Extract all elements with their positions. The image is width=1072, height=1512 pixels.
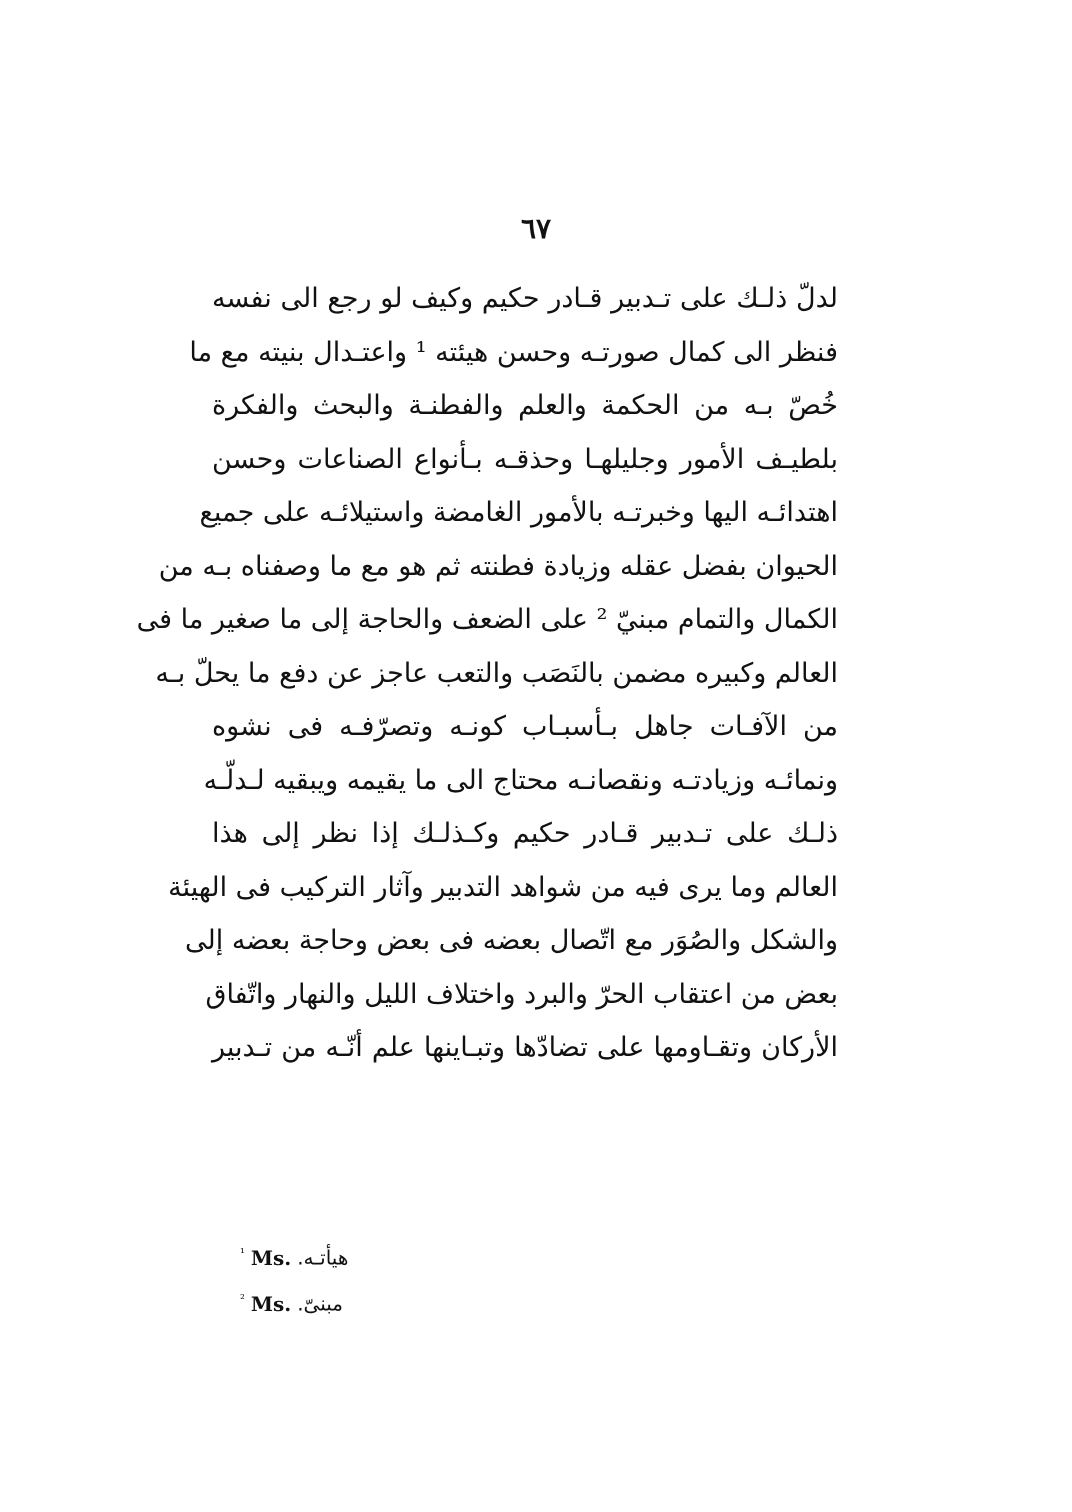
text-line: خُصّ بـه من الحكمة والعلم والفطنـة والبحث والفكرة (212, 390, 838, 421)
text-line: فنظر الى كمال صورتـه وحسن هيئته ¹ واعتـدال بنيته مع ما (189, 336, 838, 368)
text-line: العالم وما يرى فيه من شواهد التدبير وآثار التركيب فى الهيئة (168, 871, 838, 903)
footnote-text: هيأتـه. (297, 1245, 349, 1270)
text-line: والشكل والصُوَر مع اتّصال بعضه فى بعض وحاجة بعضه إلى (185, 925, 838, 956)
text-line: الكمال والتمام مبنيّ ² على الضعف والحاجة إلى ما صغير ما فى (136, 604, 838, 635)
footnote-source: Ms. (250, 1245, 292, 1270)
text-line: العالم وكبيره مضمن بالنَصَب والتعب عاجز عن دفع ما يحلّ بـه (155, 657, 838, 689)
footnote-text: مبنىّ. (297, 1291, 343, 1316)
footnote-number: ¹ (240, 1246, 245, 1260)
text-line: لدلّ ذلـك على تـدبير قـادر حكيم وكيف لو رجع الى نفسه (212, 283, 838, 314)
footnote (240, 1276, 540, 1322)
footnote-source: Ms. (250, 1291, 292, 1316)
page-number: ٦٧ (520, 212, 552, 245)
text-line: ذلـك على تـدبير قـادر حكيم وكـذلـك إذا نظر إلى هذا (212, 818, 838, 849)
text-line: الحيوان بفضل عقله وزيادة فطنته ثم هو مع ما وصفناه بـه من (158, 550, 838, 582)
text-line: الأركان وتقـاومها على تضادّها وتبـاينها علم أنّـه من تـدبير (212, 1032, 838, 1063)
text-line: بلطيـف الأمور وجليلهـا وحذقـه بـأنواع الصناعات وحسن (212, 443, 838, 475)
footnote (240, 1230, 540, 1276)
body-text (136, 272, 838, 1075)
text-line: اهتدائـه اليها وخبرتـه بالأمور الغامضة واستيلائـه على جميع (199, 497, 838, 528)
text-line: ونمائـه وزيادتـه ونقصانـه محتاج الى ما يقيمه ويبقيه لـدلّـه (203, 764, 838, 796)
footnote-number: ² (240, 1292, 245, 1306)
text-line: بعض من اعتقاب الحرّ والبرد واختلاف الليل والنهار واتّفاق (205, 978, 838, 1010)
footnotes (240, 1230, 540, 1322)
text-line: من الآفـات جاهل بـأسبـاب كونـه وتصرّفـه فى نشوه (212, 711, 838, 742)
